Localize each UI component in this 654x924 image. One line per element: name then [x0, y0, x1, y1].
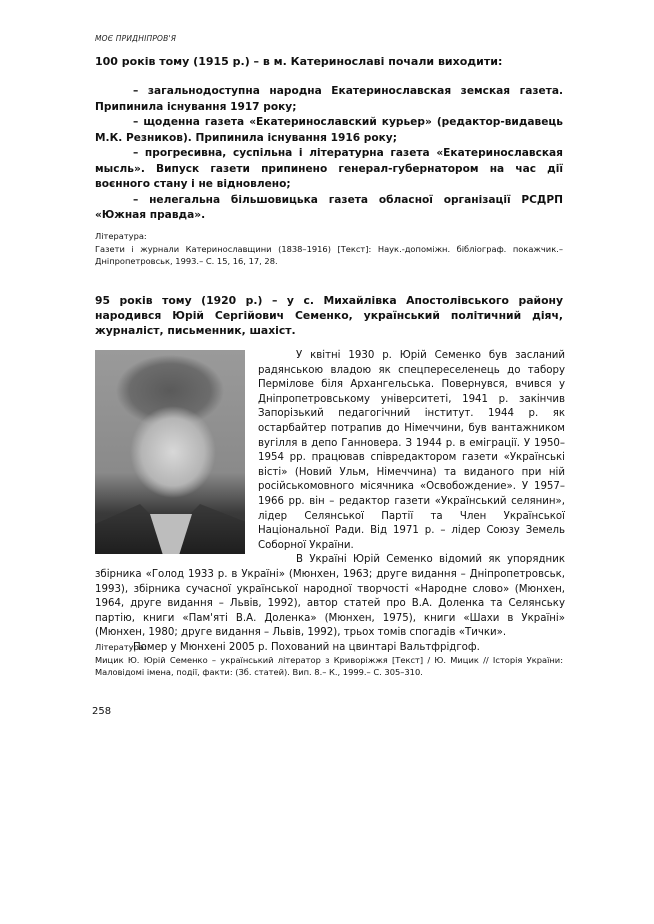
page-number: 258	[92, 706, 112, 717]
section1-heading: 100 років тому (1915 р.) – в м. Катеринославі почали виходити:	[95, 55, 503, 68]
literature-label: Література:	[95, 231, 147, 241]
biography-text	[95, 349, 565, 655]
newspaper-item: – нелегальна більшовицька газета обласної організації РСДРП «Южная правда».	[95, 193, 563, 221]
running-header: МОЄ ПРИДНІПРОВ'Я	[95, 34, 177, 43]
literature-reference: Газети і журнали Катеринославщини (1838–1916) [Текст]: Наук.-допоміжн. бібліограф. покажчик.– Дніпропетровськ, 1993.– С. 15, 16, 17, 28.	[95, 243, 563, 266]
newspaper-item: – щоденна газета «Екатеринославский курьер» (редактор-видавець М.К. Резников). Припинила існування 1916 року;	[95, 116, 563, 144]
newspaper-list	[95, 84, 563, 224]
literature-label: Література:	[95, 642, 147, 652]
literature-block-2	[95, 641, 563, 679]
newspaper-item: – загальнодоступна народна Екатеринославская земская газета. Припинила існування 1917 року;	[95, 85, 563, 113]
literature-reference: Мицик Ю. Юрій Семенко – український літератор з Криворіжжя [Текст] / Ю. Мицик // Історія України: Маловідомі імена, події, факти: (Зб. статей). Вип. 8.– К., 1999.– С. 305–310.	[95, 654, 563, 677]
newspaper-item: – прогресивна, суспільна і літературна газета «Екатеринославская мысль». Випуск газети припинено генерал-губернатором на час дії воєнного стану і не відновлено;	[95, 147, 563, 190]
literature-block-1	[95, 230, 563, 268]
biography-paragraph: В Україні Юрій Семенко відомий як упорядник збірника «Голод 1933 р. в Україні» (Мюнхен, 1963; друге видання – Дніпропетровськ, 1993), збірника сучасної української народної творчості «Народне слово» (Мюнхен, 1964, друге видання – Львів, 1992), автор статей про В.А. Доленка та Селянську партію, книги «Пам'яті В.А. Доленка» (Мюнхен, 1975), книги «Шахи в Україні» (Мюнхен, 1980; друге видання – Львів, 1992), трьох томів спогадів «Тички».	[95, 554, 565, 639]
biography-paragraph: У квітні 1930 р. Юрій Семенко був засланий радянською владою як спецпереселенець до табору Пермілове біля Архангельська. Повернувся, вчився у Дніпропетровському університеті, 1941 р. закінчив Запорізький педагогічний інститут. 1944 р. як остарбайтер потрапив до Німеччини, був вантажником вугілля в депо Ганновера. З 1944 р. в еміграції. У 1950–1954 рр. працював співредактором газети «Українські вісті» (Новий Ульм, Німеччина) та виданого при ній російськомовного місячника «Освобождение». У 1957–1966 рр. він – редактор газети «Український селянин», лідер Селянської Партії та Член Української Національної Ради. Від 1971 р. – лідер Союзу Земель Соборної України.	[258, 350, 565, 551]
photo-spacer	[95, 349, 258, 555]
biography-paragraph: Помер у Мюнхені 2005 р. Похований на цвинтарі Вальтфрідгоф.	[133, 641, 480, 653]
section2-heading: 95 років тому (1920 р.) – у с. Михайлівка Апостолівського району народився Юрій Сергійович Семенко, український політичний діяч, журналіст, письменник, шахіст.	[95, 294, 563, 337]
